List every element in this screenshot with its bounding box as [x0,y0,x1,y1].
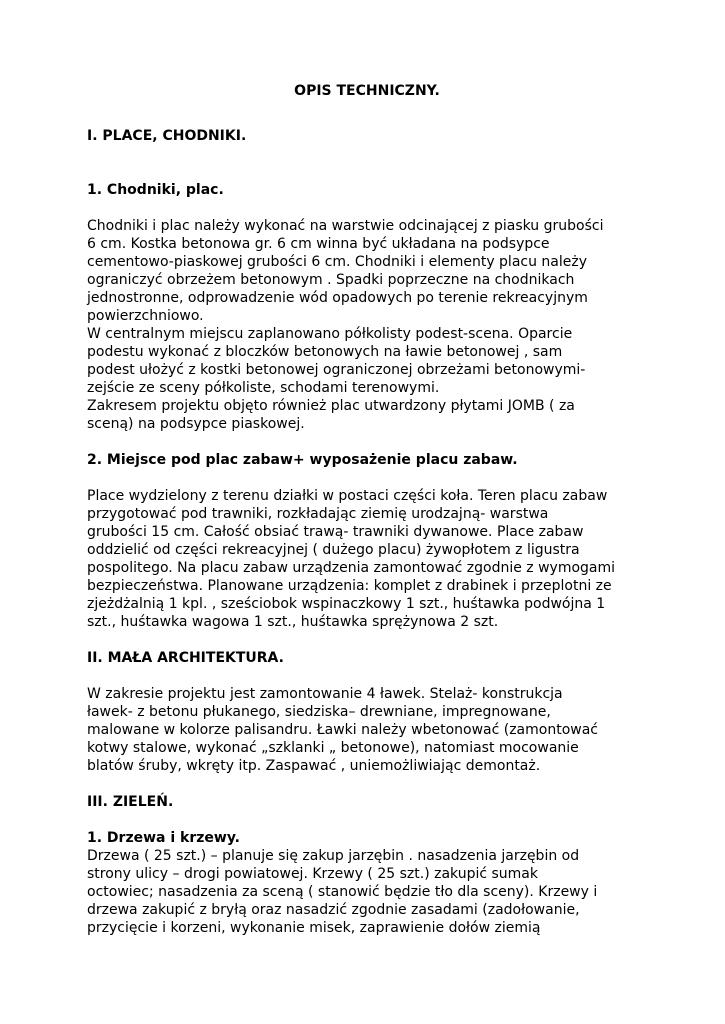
text-line: Zakresem projektu objęto również plac utwardzony płytami JOMB ( za [87,398,575,414]
text-line: sceną) na podsypce piaskowej. [87,416,305,432]
text-line: cementowo-piaskowej grubości 6 cm. Chodniki i elementy placu należy [87,254,588,270]
section-heading-mala-architektura: II. MAŁA ARCHITEKTURA. [87,650,284,666]
text-line: powierzchniowo. [87,308,204,324]
text-line: Place wydzielony z terenu działki w postaci części koła. Teren placu zabaw [87,488,608,504]
text-line: zejście ze sceny półkoliste, schodami terenowymi. [87,380,440,396]
document-title: OPIS TECHNICZNY. [294,83,440,99]
text-line: 6 cm. Kostka betonowa gr. 6 cm winna być układana na podsypce [87,236,550,252]
subsection-heading-drzewa-krzewy: 1. Drzewa i krzewy. [87,830,240,846]
text-line: przygotować pod trawniki, rozkładając ziemię urodzajną- warstwa [87,506,549,522]
text-line: W centralnym miejscu zaplanowano półkolisty podest-scena. Oparcie [87,326,573,342]
subsection-heading-plac-zabaw: 2. Miejsce pod plac zabaw+ wyposażenie placu zabaw. [87,452,518,468]
text-line: grubości 15 cm. Całość obsiać trawą- trawniki dywanowe. Place zabaw [87,524,584,540]
text-line: W zakresie projektu jest zamontowanie 4 ławek. Stelaż- konstrukcja [87,686,563,702]
text-line: octowiec; nasadzenia za sceną ( stanowić będzie tło dla sceny). Krzewy i [87,884,598,900]
text-line: blatów śruby, wkręty itp. Zaspawać , uniemożliwiając demontaż. [87,758,541,774]
text-line: Chodniki i plac należy wykonać na warstwie odcinającej z piasku grubości [87,218,604,234]
text-line: strony ulicy – drogi powiatowej. Krzewy ( 25 szt.) zakupić sumak [87,866,538,882]
section-heading-place-chodniki: I. PLACE, CHODNIKI. [87,128,247,144]
text-line: pospolitego. Na placu zabaw urządzenia zamontować zgodnie z wymogami [87,560,616,576]
section-heading-zielen: III. ZIELEŃ. [87,794,174,810]
text-line: ograniczyć obrzeżem betonowym . Spadki poprzeczne na chodnikach [87,272,575,288]
paragraph-mala-architektura [87,685,647,775]
text-line: podest ułożyć z kostki betonowej ograniczonej obrzeżami betonowymi- [87,362,586,378]
document-page [87,82,647,937]
text-line: bezpieczeństwa. Planowane urządzenia: komplet z drabinek i przeplotni ze [87,578,612,594]
text-line: przycięcie i korzeni, wykonanie misek, zaprawienie dołów ziemią [87,920,541,936]
paragraph-plac-zabaw [87,487,647,631]
text-line: kotwy stalowe, wykonać „szklanki „ betonowe), natomiast mocowanie [87,740,579,756]
paragraph-chodniki-plac [87,217,647,433]
text-line: podestu wykonać z bloczków betonowych na ławie betonowej , sam [87,344,563,360]
text-line: ławek- z betonu płukanego, siedziska– drewniane, impregnowane, [87,704,551,720]
text-line: oddzielić od części rekreacyjnej ( dużego placu) żywopłotem z ligustra [87,542,580,558]
text-line: drzewa zakupić z bryłą oraz nasadzić zgodnie zasadami (zadołowanie, [87,902,580,918]
subsection-heading-chodniki-plac: 1. Chodniki, plac. [87,182,224,198]
text-line: Drzewa ( 25 szt.) – planuje się zakup jarzębin . nasadzenia jarzębin od [87,848,580,864]
paragraph-drzewa-krzewy [87,847,647,937]
text-line: malowane w kolorze palisandru. Ławki należy wbetonować (zamontować [87,722,598,738]
text-line: szt., huśtawka wagowa 1 szt., huśtawka sprężynowa 2 szt. [87,614,499,630]
text-line: zjeżdżalnią 1 kpl. , sześciobok wspinaczkowy 1 szt., huśtawka podwójna 1 [87,596,606,612]
text-line: jednostronne, odprowadzenie wód opadowych po terenie rekreacyjnym [87,290,588,306]
